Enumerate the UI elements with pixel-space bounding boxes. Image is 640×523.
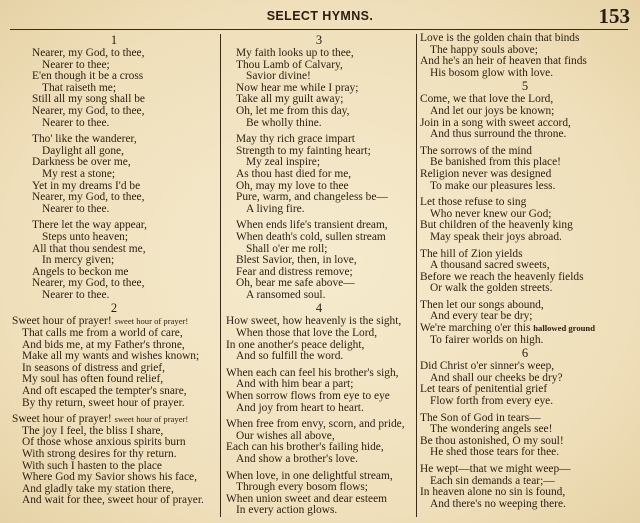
verse-line: Nearer to thee. (42, 116, 110, 129)
verse-line: When love, in one delightful stream, (226, 469, 393, 482)
verse-line: Still all my song shall be (32, 93, 145, 106)
header-rule (10, 29, 628, 30)
verse-line: The happy souls above; (430, 43, 538, 56)
verse-line: He wept—that we might weep— (420, 463, 571, 475)
verse-line: A living fire. (246, 202, 305, 215)
verse-line: In every action glows. (236, 504, 338, 517)
verse-line: Angels to beckon me (32, 265, 129, 278)
verse-line: Daylight all gone, (42, 144, 124, 157)
verse-line: In heaven alone no sin is found, (420, 486, 566, 499)
verse-line: In one another's peace delight, (226, 338, 365, 351)
verse-line: Did Christ o'er sinner's weep, (420, 360, 555, 373)
verse-line: May thy rich grace impart (236, 133, 355, 146)
verse-line: Nearer, my God, to thee, (32, 104, 145, 117)
verse-line: Then let our songs abound, (420, 298, 544, 311)
verse-line: With such I hasten to the place (22, 459, 162, 472)
verse-line: And show a brother's love. (236, 453, 358, 465)
verse-line: Pure, warm, and changeless be— (236, 191, 388, 204)
verse-line: Now hear me while I pray; (236, 81, 359, 94)
verse-line: Nearer, my God, to thee, (32, 191, 145, 204)
verse-line: My soul has often found relief, (22, 373, 164, 386)
page-number: 153 (598, 4, 630, 28)
verse-line: Who never knew our God; (430, 207, 552, 220)
verse-line: We're marching o'er this hallowed ground (420, 322, 595, 335)
verse-line: How sweet, how heavenly is the sight, (226, 315, 402, 328)
verse-line: When union sweet and dear esteem (226, 492, 387, 505)
verse-line: The wondering angels see! (430, 423, 553, 436)
verse-line: Let tears of penitential grief (420, 383, 548, 396)
verse-line: Steps unto heaven; (42, 230, 129, 243)
column-1 (12, 33, 216, 507)
hymn-number-5: 5 (521, 79, 529, 94)
verse-line: When sorrow flows from eye to eye (226, 390, 390, 403)
verse-line: Nearer, my God, to thee, (32, 277, 145, 290)
verse-line: Darkness be over me, (32, 156, 131, 169)
hymn-number-4: 4 (315, 301, 323, 316)
verse-line: My zeal inspire; (246, 156, 321, 169)
verse-line: The hill of Zion yields (420, 247, 523, 260)
verse-line: Nearer to thee. (42, 288, 110, 301)
verse-line: The Son of God in tears— (420, 411, 541, 424)
column-2 (226, 33, 412, 517)
verse-line: Join in a song with sweet accord, (420, 116, 571, 129)
verse-line: Come, we that love the Lord, (420, 93, 554, 106)
verse-line: When death's cold, sullen stream (236, 230, 386, 243)
verse-line: Of those whose anxious spirits burn (22, 436, 186, 449)
page-header-title: SELECT HYMNS. (266, 9, 374, 23)
verse-line: Nearer to thee; (42, 58, 110, 71)
verse-line: Thou Lamb of Calvary, (236, 58, 343, 71)
verse-line: Oh, let me from this day, (236, 104, 350, 117)
verse-line: Nearer to thee. (42, 202, 110, 215)
verse-line: Make all my wants and wishes known; (22, 350, 200, 363)
verse-line: And so fulfill the word. (236, 350, 344, 363)
verse-line: And wait for thee, sweet hour of prayer. (22, 494, 204, 507)
verse-line: A ransomed soul. (246, 288, 326, 301)
verse-line: Each can his brother's failing hide, (226, 441, 384, 454)
verse-line: Sweet hour of prayer! sweet hour of prayer! (12, 315, 189, 328)
verse-line: In seasons of distress and grief, (22, 361, 165, 374)
hymn-number-3: 3 (315, 33, 323, 47)
verse-line: That calls me from a world of care, (22, 327, 183, 340)
verse-line: Let those refuse to sing (420, 196, 527, 209)
hymn-number-2: 2 (110, 301, 118, 316)
verse-line: Be banished from this place! (430, 156, 561, 169)
verse-line: By thy return, sweet hour of prayer. (22, 396, 185, 409)
verse-line: Through every bosom flows; (236, 481, 368, 494)
verse-line: E'en though it be a cross (32, 70, 144, 83)
verse-line: And oft escaped the tempter's snare, (22, 385, 187, 398)
verse-line: To make our pleasures less. (430, 179, 556, 192)
verse-line: When ends life's transient dream, (236, 219, 388, 232)
verse-line: Religion never was designed (420, 167, 552, 180)
verse-line: All that thou sendest me, (32, 242, 146, 255)
verse-line: And joy from heart to heart. (236, 401, 364, 414)
verse-line: My rest a stone; (42, 167, 116, 180)
verse-line: Strength to my fainting heart; (236, 144, 371, 157)
verse-line: Sweet hour of prayer! sweet hour of prayer! (12, 413, 189, 426)
verse-line: Our wishes all above, (236, 429, 335, 442)
verse-line: But children of the heavenly king (420, 219, 573, 232)
verse-line: Fear and distress remove; (236, 265, 353, 278)
column-3 (420, 33, 630, 510)
verse-line: And with him bear a part; (236, 378, 354, 391)
verse-line: A thousand sacred sweets, (430, 259, 550, 272)
verse-line: Be thou astonished, O my soul! (420, 434, 564, 447)
verse-line: And he's an heir of heaven that finds (420, 55, 587, 68)
verse-line: Tho' like the wanderer, (32, 133, 137, 146)
verse-line: In mercy given; (42, 254, 115, 267)
verse-line: My faith looks up to thee, (236, 47, 354, 59)
verse-line: Each sin demands a tear;— (430, 474, 555, 487)
verse-line: When those that love the Lord, (236, 327, 378, 340)
verse-line: And shall our cheeks be dry? (430, 371, 563, 384)
hymn-number-1: 1 (110, 33, 118, 47)
verse-line: That raiseth me; (42, 81, 117, 94)
verse-line: Blest Savior, then, in love, (236, 254, 357, 267)
verse-line: Nearer, my God, to thee, (32, 47, 145, 59)
verse-line: The joy I feel, the bliss I share, (22, 424, 164, 437)
verse-line: Love is the golden chain that binds (420, 32, 580, 44)
verse-line: Flow forth from every eye. (430, 395, 554, 408)
hymn-number-6: 6 (521, 346, 529, 361)
verse-line: Yet in my dreams I'd be (32, 179, 141, 192)
verse-line: His bosom glow with love. (430, 66, 554, 79)
verse-line: There let the way appear, (32, 219, 147, 232)
verse-line: Take all my guilt away; (236, 93, 344, 106)
verse-line: And there's no weeping there. (430, 497, 566, 510)
verse-line: Where God my Savior shows his face, (22, 471, 197, 484)
verse-line: And every tear be dry; (430, 310, 533, 323)
verse-line: Savior divine! (246, 70, 311, 83)
verse-line: Oh, may my love to thee (236, 179, 349, 192)
verse-line: He shed those tears for thee. (430, 446, 560, 459)
verse-line: Oh, bear me safe above— (236, 277, 355, 290)
verse-line: And bids me, at my Father's throne, (22, 338, 185, 351)
verse-line: Or walk the golden streets. (430, 282, 553, 295)
verse-line: When free from envy, scorn, and pride, (226, 418, 405, 431)
verse-line: And gladly take my station there, (22, 482, 174, 495)
verse-line: Before we reach the heavenly fields (420, 270, 584, 283)
verse-line: As thou hast died for me, (236, 167, 352, 180)
verse-line: And let our joys be known; (430, 104, 555, 117)
verse-line: And thus surround the throne. (430, 128, 567, 141)
verse-line: To fairer worlds on high. (430, 333, 544, 346)
verse-line: When each can feel his brother's sigh, (226, 366, 399, 379)
verse-line: The sorrows of the mind (420, 144, 532, 157)
verse-line: Shall o'er me roll; (246, 242, 328, 255)
column-divider-left (220, 34, 221, 517)
verse-line: With strong desires for thy return. (22, 448, 177, 460)
verse-line: May speak their joys abroad. (430, 230, 562, 243)
verse-line: Be wholly thine. (246, 116, 322, 129)
column-divider-right (416, 34, 417, 517)
